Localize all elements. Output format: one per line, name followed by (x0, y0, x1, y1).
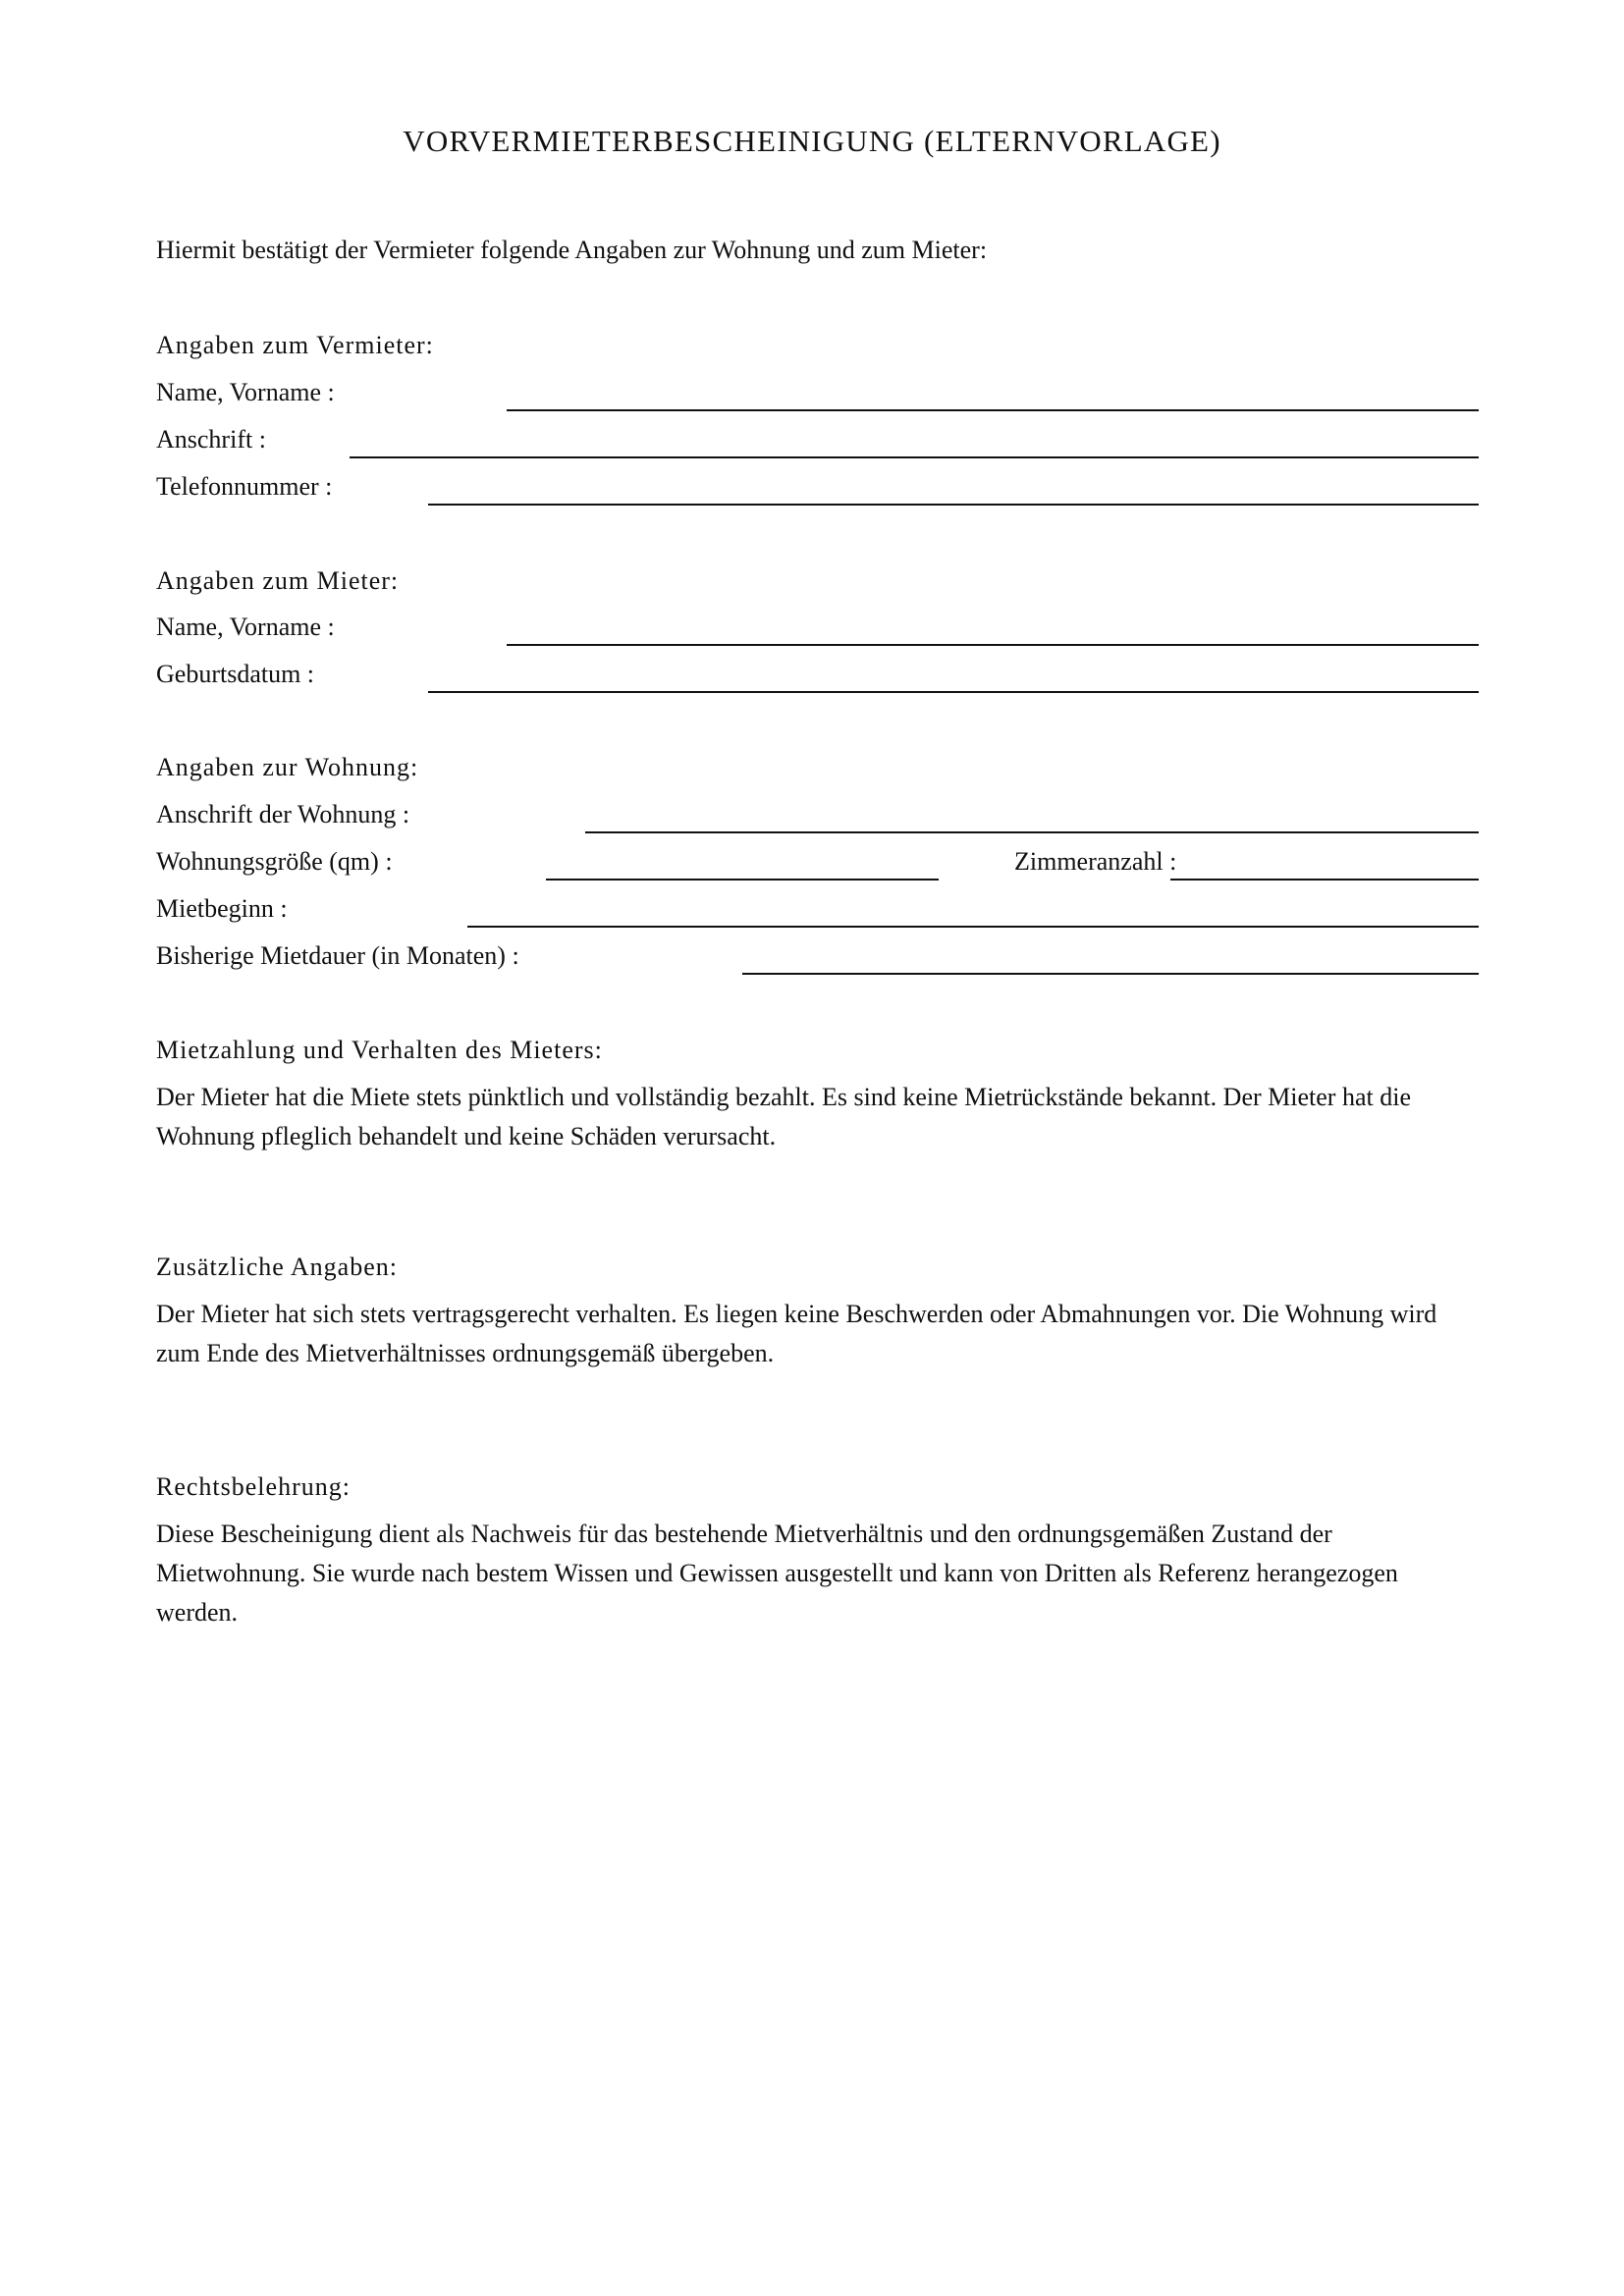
landlord-name-label: Name, Vorname : (156, 378, 335, 406)
apartment-duration-label: Bisherige Mietdauer (in Monaten) : (156, 941, 519, 970)
apartment-heading: Angaben zur Wohnung: (156, 753, 419, 781)
tenant-name-label: Name, Vorname : (156, 613, 335, 641)
apartment-start-field[interactable] (467, 926, 1479, 928)
tenant-birthdate-label: Geburtsdatum : (156, 660, 315, 688)
apartment-size-field[interactable] (546, 879, 939, 881)
landlord-address-label: Anschrift : (156, 425, 266, 454)
apartment-rooms-label: Zimmeranzahl : (1014, 847, 1177, 876)
additional-text: Der Mieter hat sich stets vertragsgerecht verhalten. Es liegen keine Beschwerden oder Abmahnungen vor. Die Wohnung wird zum Ende des Mietverhältnisses ordnungsgemäß übergeben. (156, 1300, 1437, 1367)
intro-text: Hiermit bestätigt der Vermieter folgende Angaben zur Wohnung und zum Mieter: (156, 236, 988, 264)
apartment-address-label: Anschrift der Wohnung : (156, 800, 410, 828)
landlord-name-field[interactable] (507, 409, 1479, 411)
landlord-address-field[interactable] (350, 456, 1479, 458)
apartment-rooms-field[interactable] (1170, 879, 1479, 881)
legal-text: Diese Bescheinigung dient als Nachweis für das bestehende Mietverhältnis und den ordnungsgemäßen Zustand der Mietwohnung. Sie wurde nach bestem Wissen und Gewissen ausgestellt und kann von Dritten als Referenz herangezogen werden. (156, 1520, 1398, 1627)
apartment-size-label: Wohnungsgröße (qm) : (156, 847, 393, 876)
apartment-duration-field[interactable] (742, 973, 1479, 975)
apartment-address-field[interactable] (585, 831, 1479, 833)
landlord-heading: Angaben zum Vermieter: (156, 331, 434, 359)
payment-text: Der Mieter hat die Miete stets pünktlich und vollständig bezahlt. Es sind keine Mietrückstände bekannt. Der Mieter hat die Wohnung pfleglich behandelt und keine Schäden verursacht. (156, 1083, 1411, 1150)
additional-heading: Zusätzliche Angaben: (156, 1253, 398, 1281)
document-title: VORVERMIETERBESCHEINIGUNG (ELTERNVORLAGE) (403, 124, 1221, 158)
tenant-heading: Angaben zum Mieter: (156, 566, 400, 595)
apartment-start-label: Mietbeginn : (156, 894, 288, 923)
landlord-phone-label: Telefonnummer : (156, 472, 333, 501)
landlord-phone-field[interactable] (428, 504, 1479, 506)
tenant-birthdate-field[interactable] (428, 691, 1479, 693)
legal-heading: Rechtsbelehrung: (156, 1472, 351, 1501)
payment-heading: Mietzahlung und Verhalten des Mieters: (156, 1036, 603, 1064)
tenant-name-field[interactable] (507, 644, 1479, 646)
